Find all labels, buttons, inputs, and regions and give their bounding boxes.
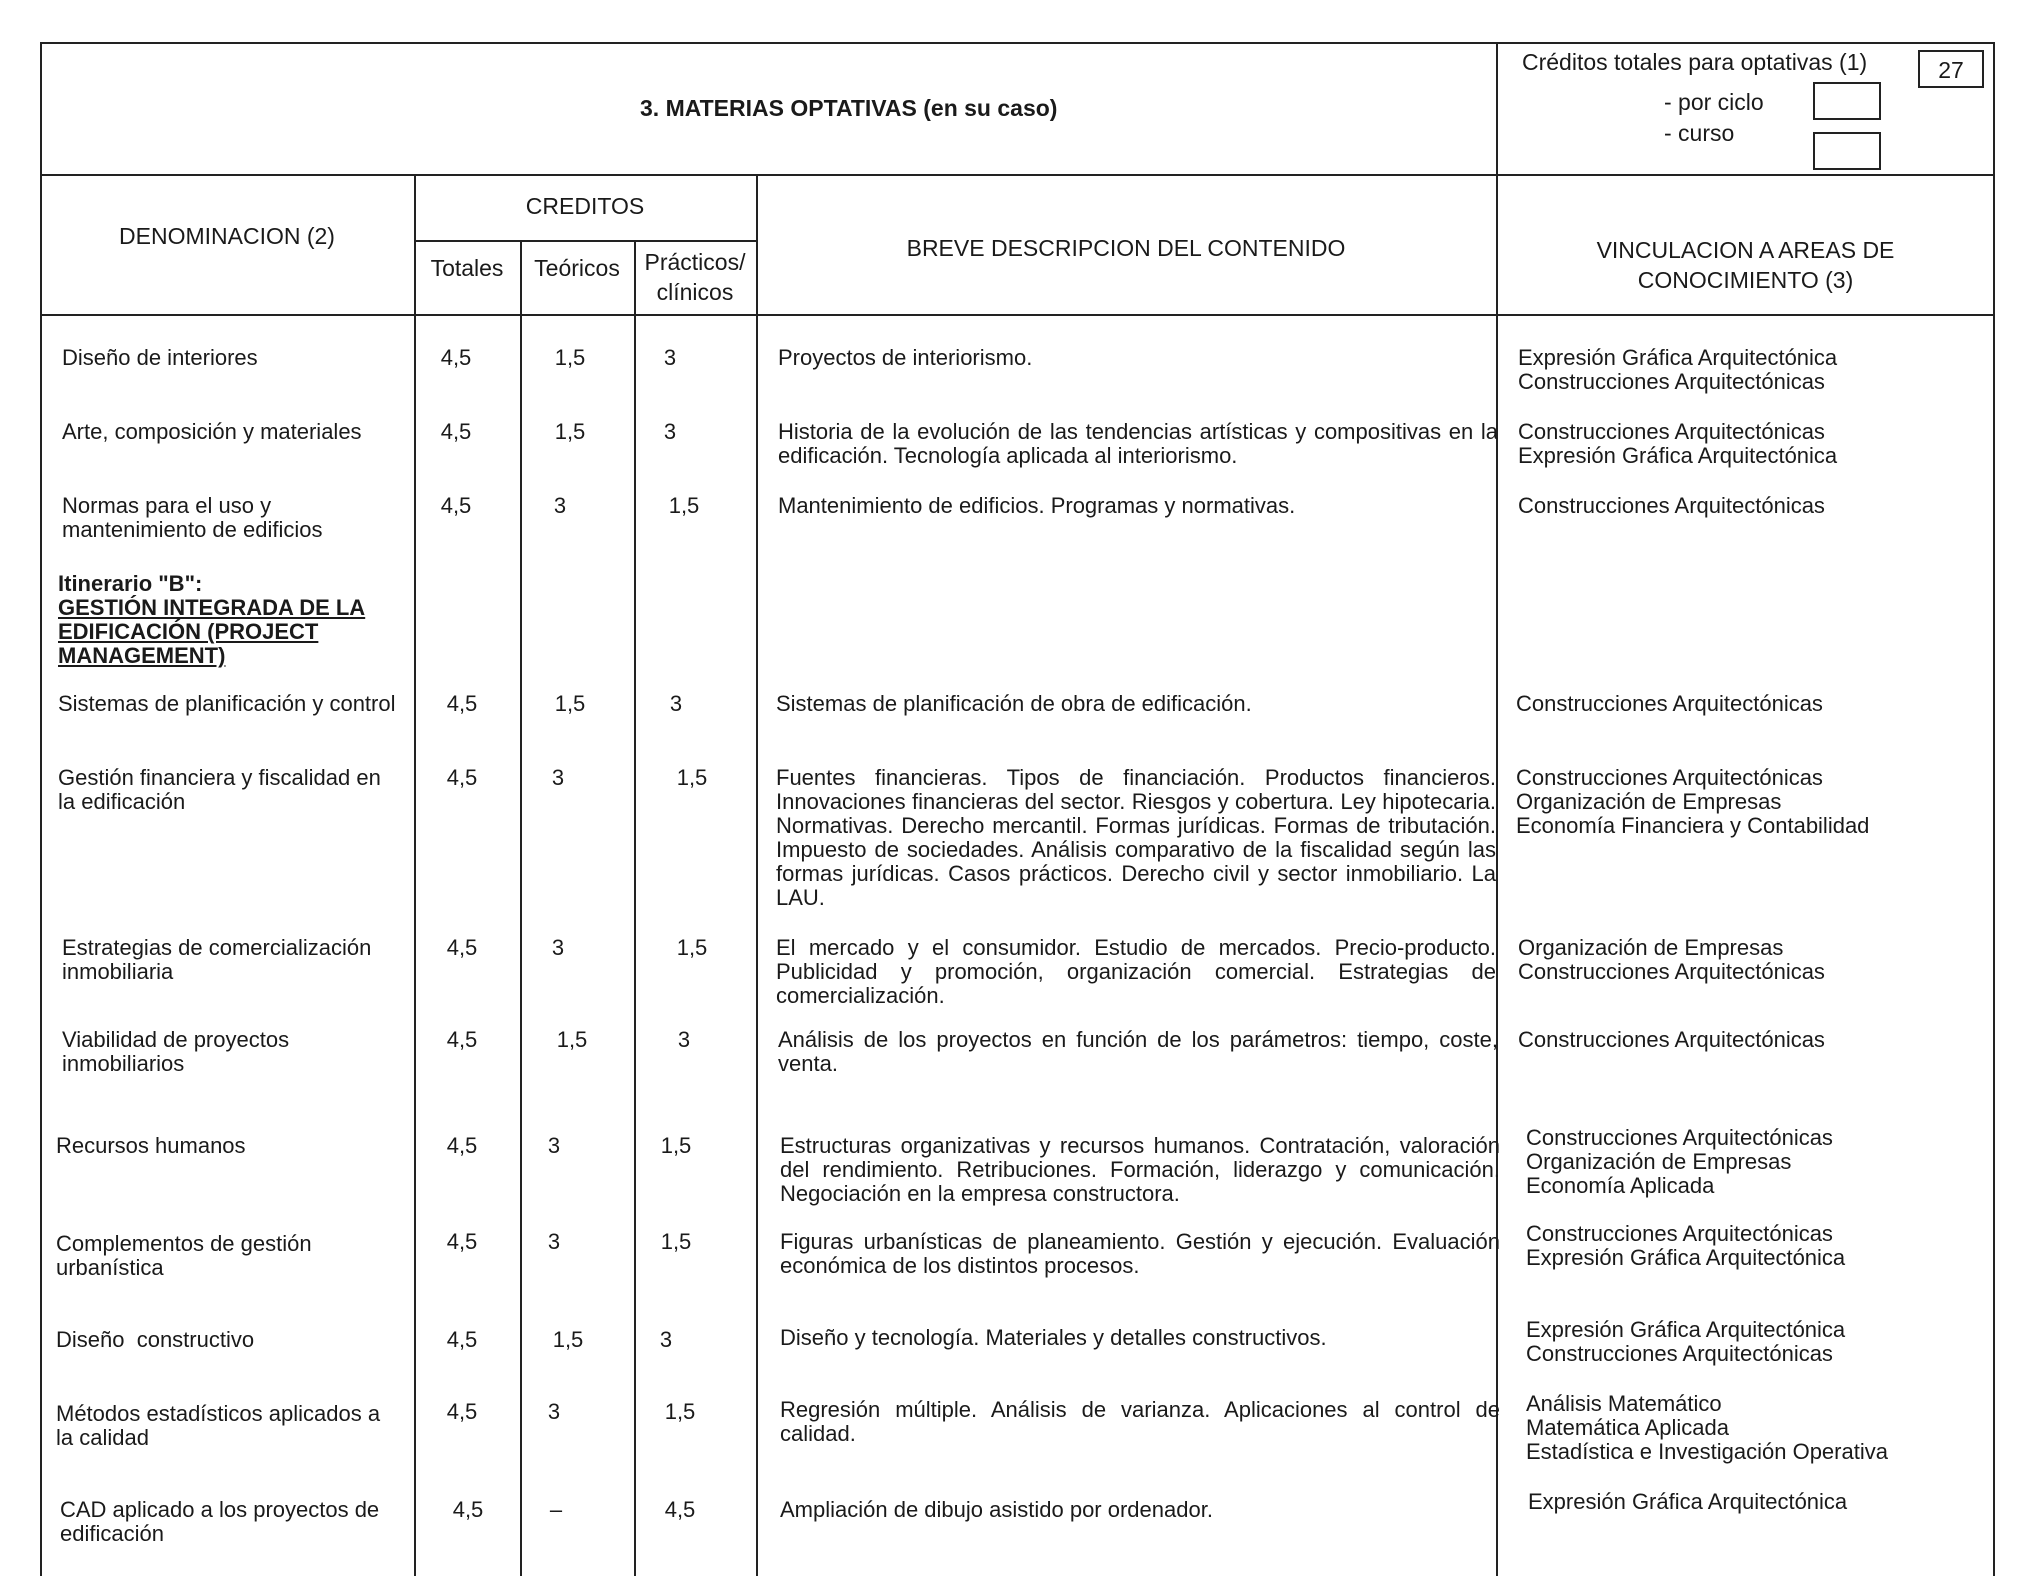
row-area: Expresión Gráfica Arquitectónica — [1526, 1317, 1846, 1342]
col-header-vinculacion-2: CONOCIMIENTO (3) — [1637, 267, 1854, 293]
por-ciclo-box — [1813, 82, 1881, 120]
row-desc: Regresión múltiple. Análisis de varianza. Aplicaciones al control de calidad. — [780, 1397, 1500, 1446]
row-practicos: 1,5 — [676, 935, 708, 960]
row-practicos: 1,5 — [664, 1399, 696, 1424]
row-teoricos: 3 — [551, 935, 565, 960]
row-teoricos: 3 — [553, 493, 567, 518]
curso-label: - curso — [1664, 120, 1735, 146]
col-header-totales: Totales — [430, 255, 504, 281]
row-desc: Proyectos de interiorismo. — [778, 345, 1033, 370]
row-area: Construcciones Arquitectónicas — [1518, 493, 1825, 518]
row-totales: 4,5 — [446, 1027, 478, 1052]
row-area: Estadística e Investigación Operativa — [1526, 1439, 1888, 1464]
row-desc: Diseño y tecnología. Materiales y detalles constructivos. — [780, 1325, 1327, 1350]
col-header-descripcion: BREVE DESCRIPCION DEL CONTENIDO — [906, 235, 1346, 261]
row-name: Normas para el uso y mantenimiento de edificios — [62, 493, 323, 542]
row-totales: 4,5 — [440, 345, 472, 370]
row-totales: 4,5 — [446, 691, 478, 716]
creditos-subheader-divider — [414, 240, 756, 242]
row-area: Economía Financiera y Contabilidad — [1516, 813, 1870, 838]
row-teoricos: 1,5 — [554, 691, 586, 716]
row-teoricos: 1,5 — [552, 1327, 584, 1352]
row-teoricos: 1,5 — [554, 419, 586, 444]
row-desc: El mercado y el consumidor. Estudio de mercados. Precio-producto. Publicidad y promoción, organización comercial. Estrategias de comercialización. — [776, 935, 1496, 1008]
row-area: Construcciones Arquitectónicas — [1516, 765, 1823, 790]
creditos-totales-value: 27 — [1938, 57, 1964, 83]
row-area: Expresión Gráfica Arquitectónica — [1526, 1245, 1846, 1270]
itinerario-title-2: EDIFICACIÓN (PROJECT — [58, 619, 319, 644]
row-practicos: 1,5 — [676, 765, 708, 790]
row-totales: 4,5 — [440, 493, 472, 518]
row-area: Organización de Empresas — [1518, 935, 1784, 960]
row-practicos: 1,5 — [660, 1133, 692, 1158]
row-desc: Historia de la evolución de las tendencias artísticas y compositivas en la edificación. Tecnología aplicada al interiorismo. — [778, 419, 1498, 468]
row-area: Expresión Gráfica Arquitectónica — [1528, 1489, 1848, 1514]
row-totales: 4,5 — [446, 1327, 478, 1352]
row-practicos: 3 — [677, 1027, 691, 1052]
row-name: Estrategias de comercialización inmobiliaria — [62, 935, 372, 984]
row-teoricos: 3 — [547, 1399, 561, 1424]
row-area: Economía Aplicada — [1526, 1173, 1715, 1198]
row-area: Construcciones Arquitectónicas — [1518, 419, 1825, 444]
row-practicos: 3 — [663, 345, 677, 370]
col-header-denominacion: DENOMINACION (2) — [119, 223, 335, 249]
col-divider-denominacion — [414, 174, 416, 1576]
row-desc: Mantenimiento de edificios. Programas y normativas. — [778, 493, 1296, 518]
row-practicos: 3 — [663, 419, 677, 444]
por-ciclo-label: - por ciclo — [1664, 89, 1764, 115]
row-totales: 4,5 — [446, 1133, 478, 1158]
row-name: Métodos estadísticos aplicados a la calidad — [56, 1401, 381, 1450]
col-header-vinculacion-1: VINCULACION A AREAS DE — [1596, 237, 1895, 263]
row-area: Análisis Matemático — [1526, 1391, 1722, 1416]
row-area: Construcciones Arquitectónicas — [1526, 1341, 1833, 1366]
row-desc: Fuentes financieras. Tipos de financiación. Productos financieros. Innovaciones financieras del sector. Riesgos y cobertura. Ley hipotecaria. Normativas. Derecho mercantil. Formas jurídicas. Formas de tributación. Impuesto de sociedades. Análisis comparativo de la fiscalidad según las formas jurídicas. Casos prácticos. Derecho civil y sector inmobiliario. La LAU. — [776, 765, 1496, 910]
row-name: Arte, composición y materiales — [62, 419, 362, 444]
row-name: Sistemas de planificación y control — [58, 691, 396, 716]
row-area: Expresión Gráfica Arquitectónica — [1518, 443, 1838, 468]
row-desc: Ampliación de dibujo asistido por ordenador. — [780, 1497, 1213, 1522]
row-teoricos: 3 — [551, 765, 565, 790]
col-header-creditos: CREDITOS — [525, 193, 645, 219]
itinerario-heading — [58, 572, 408, 668]
row-area: Matemática Aplicada — [1526, 1415, 1729, 1440]
itinerario-label: Itinerario "B": — [58, 571, 203, 596]
itinerario-title-3: MANAGEMENT) — [58, 643, 226, 668]
col-divider-practicos — [756, 174, 758, 1576]
curso-box — [1813, 132, 1881, 170]
row-teoricos: 3 — [547, 1229, 561, 1254]
row-name: Complementos de gestión urbanística — [56, 1231, 312, 1280]
column-header-divider — [40, 314, 1995, 316]
row-practicos: 1,5 — [660, 1229, 692, 1254]
itinerario-title-1: GESTIÓN INTEGRADA DE LA — [58, 595, 366, 620]
page-title: 3. MATERIAS OPTATIVAS (en su caso) — [640, 95, 1058, 121]
row-totales: 4,5 — [446, 1399, 478, 1424]
row-totales: 4,5 — [446, 765, 478, 790]
row-practicos: 3 — [659, 1327, 673, 1352]
header-divider — [40, 174, 1995, 176]
col-header-teoricos: Teóricos — [534, 255, 620, 281]
row-area: Construcciones Arquitectónicas — [1516, 691, 1823, 716]
row-desc: Sistemas de planificación de obra de edificación. — [776, 691, 1252, 716]
row-area: Organización de Empresas — [1516, 789, 1782, 814]
col-header-practicos-1: Prácticos/ — [644, 249, 746, 275]
row-practicos: 1,5 — [668, 493, 700, 518]
row-area: Construcciones Arquitectónicas — [1518, 369, 1825, 394]
row-teoricos: 1,5 — [554, 345, 586, 370]
row-teoricos: 1,5 — [556, 1027, 588, 1052]
row-area: Construcciones Arquitectónicas — [1518, 959, 1825, 984]
row-name: Gestión financiera y fiscalidad en la edificación — [58, 765, 381, 814]
row-area: Expresión Gráfica Arquitectónica — [1518, 345, 1838, 370]
row-totales: 4,5 — [452, 1497, 484, 1522]
row-area: Organización de Empresas — [1526, 1149, 1792, 1174]
col-divider-totales — [520, 240, 522, 1576]
row-totales: 4,5 — [446, 935, 478, 960]
row-desc: Análisis de los proyectos en función de los parámetros: tiempo, coste, venta. — [778, 1027, 1498, 1076]
row-area: Construcciones Arquitectónicas — [1518, 1027, 1825, 1052]
row-area: Construcciones Arquitectónicas — [1526, 1125, 1833, 1150]
row-desc: Estructuras organizativas y recursos humanos. Contratación, valoración del rendimiento. Retribuciones. Formación, liderazgo y comunicación. Negociación en la empresa constructora. — [780, 1133, 1500, 1206]
row-name: CAD aplicado a los proyectos de edificación — [60, 1497, 380, 1546]
row-totales: 4,5 — [440, 419, 472, 444]
creditos-totales-box — [1918, 50, 1984, 88]
row-totales: 4,5 — [446, 1229, 478, 1254]
row-practicos: 4,5 — [664, 1497, 696, 1522]
row-name: Viabilidad de proyectos inmobiliarios — [62, 1027, 290, 1076]
row-area: Construcciones Arquitectónicas — [1526, 1221, 1833, 1246]
row-name: Recursos humanos — [56, 1133, 246, 1158]
col-header-practicos-2: clínicos — [656, 279, 734, 305]
creditos-totales-label: Créditos totales para optativas (1) — [1522, 49, 1868, 75]
row-name: Diseño constructivo — [56, 1327, 255, 1352]
row-teoricos: 3 — [547, 1133, 561, 1158]
row-teoricos: – — [549, 1497, 563, 1522]
row-name: Diseño de interiores — [62, 345, 258, 370]
row-desc: Figuras urbanísticas de planeamiento. Gestión y ejecución. Evaluación económica de los distintos procesos. — [780, 1229, 1500, 1278]
row-practicos: 3 — [669, 691, 683, 716]
